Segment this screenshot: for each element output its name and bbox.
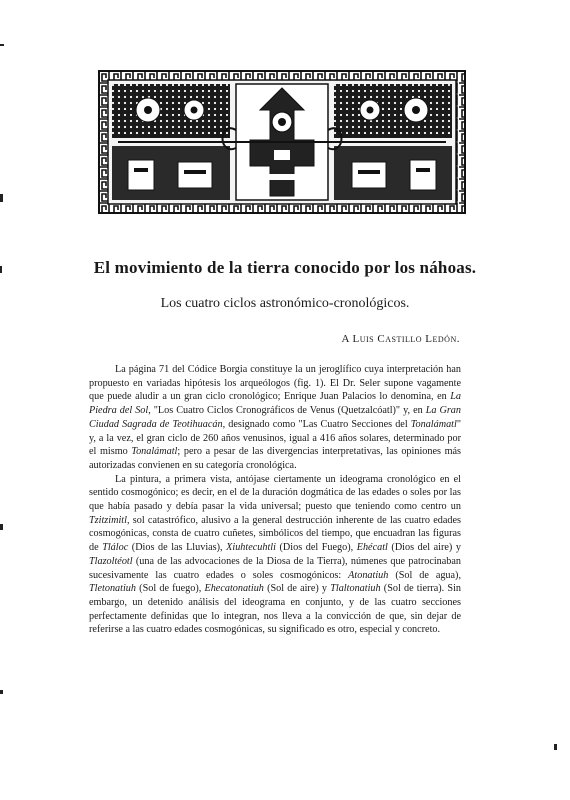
scan-mark — [0, 524, 3, 530]
text-run: , sol catastrófico, alusivo a la general destrucción inherente de las cuatro edades cosmogónicas, consta de cuatro cuñetes, simbólicos del tiempo, que encuadran las figuras de — [89, 514, 461, 554]
dedication-line: A Luis Castillo Ledón. — [341, 333, 460, 345]
text-run: ; pero a pesar de las divergencias interpretativas, las opiniones más autorizadas convienen en su categoría cronológica. — [89, 446, 461, 471]
italic-term: Tlaltonatiuh — [330, 583, 381, 595]
paragraph — [89, 473, 461, 637]
italic-term: Tzitzimitl — [89, 514, 127, 526]
article-title: El movimiento de la tierra conocido por los náhoas. — [93, 258, 477, 277]
text-run: La página 71 del Códice Borgia constituye la un jeroglífico cuya interpretación han propuesto en variadas hipótesis los arqueólogos (fig. 1). El Dr. Seler supone vagamente que puede aludir a un gran ciclo cronológico; Enrique Juan Palacios lo denomina, en — [89, 364, 461, 403]
scan-mark — [0, 44, 4, 46]
italic-term: Tlazoltéotl — [89, 555, 133, 567]
text-run: (una de las advocaciones de la Diosa de la Tierra), númenes que patrocinaban sucesivamente las cuatro edades o soles cosmogónicos: — [89, 555, 461, 581]
text-run: (Dios de las Lluvias), — [128, 542, 227, 554]
text-run: (Sol de tierra). Sin embargo, un detenido análisis del ideograma en conjunto, y de las cuatro secciones perfectamente definidas que lo integran, nos lleva a la convicción de que, sin dejar de referirse a las cuatro edades cosmogónicas, su significado es otro, especial y concreto. — [89, 583, 461, 636]
italic-term: Atonatiuh — [348, 569, 389, 581]
text-run: " y, a la vez, el gran ciclo de 260 años venusinos, igual a 416 años solares, determinado por el mismo — [89, 418, 462, 458]
text-run: La pintura, a primera vista, antójase ciertamente un ideograma cronológico en el sentido cosmogónico; es decir, en el de la duración dogmática de las edades o soles por las que había pasado y debía pasar la vida universal; puesto que teniendo como centro un — [89, 473, 461, 513]
body-text — [89, 363, 461, 637]
text-run: (Sol de aire) y — [263, 583, 331, 595]
italic-term: La Gran Ciudad Sagrada de Teotihuacán — [89, 405, 461, 430]
scan-mark — [554, 744, 557, 750]
article-subtitle: Los cuatro ciclos astronómico-cronológicos. — [160, 296, 410, 311]
text-run: (Sol de fuego), — [135, 583, 205, 595]
italic-term: Tláloc — [102, 542, 129, 554]
text-run: , designado como "Las Cuatro Secciones del — [222, 418, 411, 430]
italic-term: Ehecatonatiuh — [204, 583, 264, 595]
scan-mark — [0, 194, 3, 202]
scan-mark — [0, 690, 3, 694]
codex-ornament-illustration — [98, 70, 466, 214]
italic-term: Tletonatiuh — [89, 583, 136, 595]
paragraph — [89, 363, 461, 473]
text-run: (Sol de agua), — [388, 569, 461, 581]
italic-term: Ehécatl — [356, 542, 388, 554]
italic-term: La Piedra del Sol — [89, 391, 461, 417]
italic-term: Tonalámatl — [410, 418, 457, 430]
text-run: (Dios del aire) y — [387, 542, 461, 554]
text-run: , "Los Cuatro Ciclos Cronográficos de Venus (Quetzalcóatl)" y, en — [148, 405, 426, 417]
italic-term: Xiuhtecuhtli — [226, 542, 276, 554]
italic-term: Tonalámatl — [131, 446, 178, 458]
text-run: (Dios del Fuego), — [275, 542, 357, 554]
